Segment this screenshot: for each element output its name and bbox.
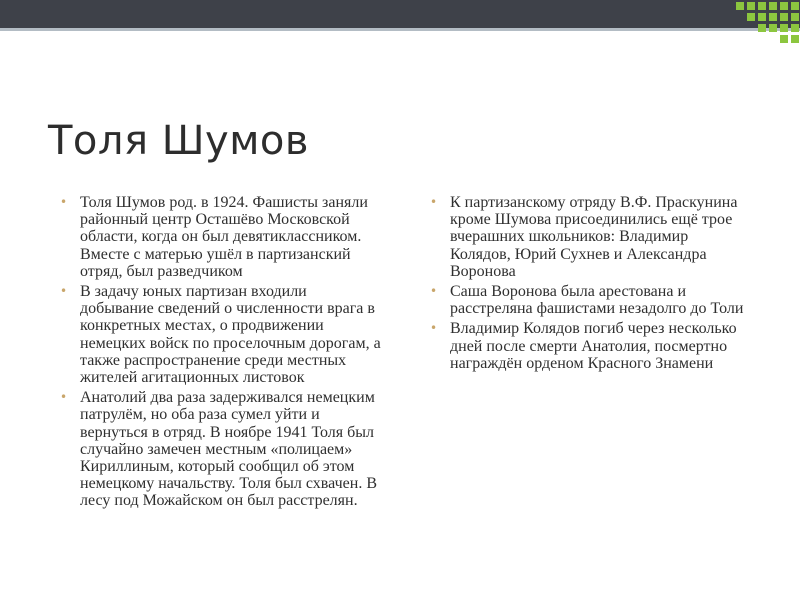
list-item — [428, 320, 750, 372]
list-item — [58, 389, 384, 509]
list-item — [58, 194, 384, 280]
bullet-dot-icon: • — [60, 284, 68, 299]
list-item-text: В задачу юных партизан входили добывание сведений о численности врага в конкретных местах, о продвижении немецких войск по проселочным дорогам, а также распространение среди местных жителей агитационных листовок — [80, 283, 381, 387]
bullet-dot-icon: • — [430, 321, 438, 336]
bullet-dot-icon: • — [60, 390, 68, 405]
list-item — [428, 194, 750, 280]
right-column — [428, 194, 750, 375]
list-item — [58, 283, 384, 386]
slide-title: Толя Шумов — [48, 118, 309, 164]
list-item-text: Саша Воронова была арестована и расстреляна фашистами незадолго до Толи — [450, 283, 744, 318]
list-item — [428, 283, 750, 317]
right-bullet-list — [428, 194, 750, 372]
grid-pattern-icon — [734, 0, 800, 52]
list-item-text: Толя Шумов род. в 1924. Фашисты заняли районный центр Осташёво Московской области, когда он был девятиклассником. Вместе с матерью ушёл в партизанский отряд, был разведчиком — [80, 194, 368, 280]
left-bullet-list — [58, 194, 384, 510]
top-band — [0, 0, 800, 28]
list-item-text: Владимир Колядов погиб через несколько дней после смерти Анатолия, посмертно награждён орденом Красного Знамени — [450, 320, 737, 372]
list-item-text: К партизанскому отряду В.Ф. Праскунина кроме Шумова присоединились ещё трое вчерашних школьников: Владимир Колядов, Юрий Сухнев и Александра Воронова — [450, 194, 738, 280]
bullet-dot-icon: • — [60, 195, 68, 209]
left-column — [58, 194, 384, 513]
bullet-dot-icon: • — [430, 284, 438, 299]
list-item-text: Анатолий два раза задерживался немецким патрулём, но оба раза сумел уйти и вернуться в отряд. В ноябре 1941 Толя был случайно замечен местным «полицаем» Кириллиным, который сообщил об этом немецкому начальству. Толя был схвачен. В лесу под Можайском он был расстрелян. — [80, 389, 377, 510]
accent-line — [0, 28, 800, 31]
bullet-dot-icon: • — [430, 195, 438, 209]
